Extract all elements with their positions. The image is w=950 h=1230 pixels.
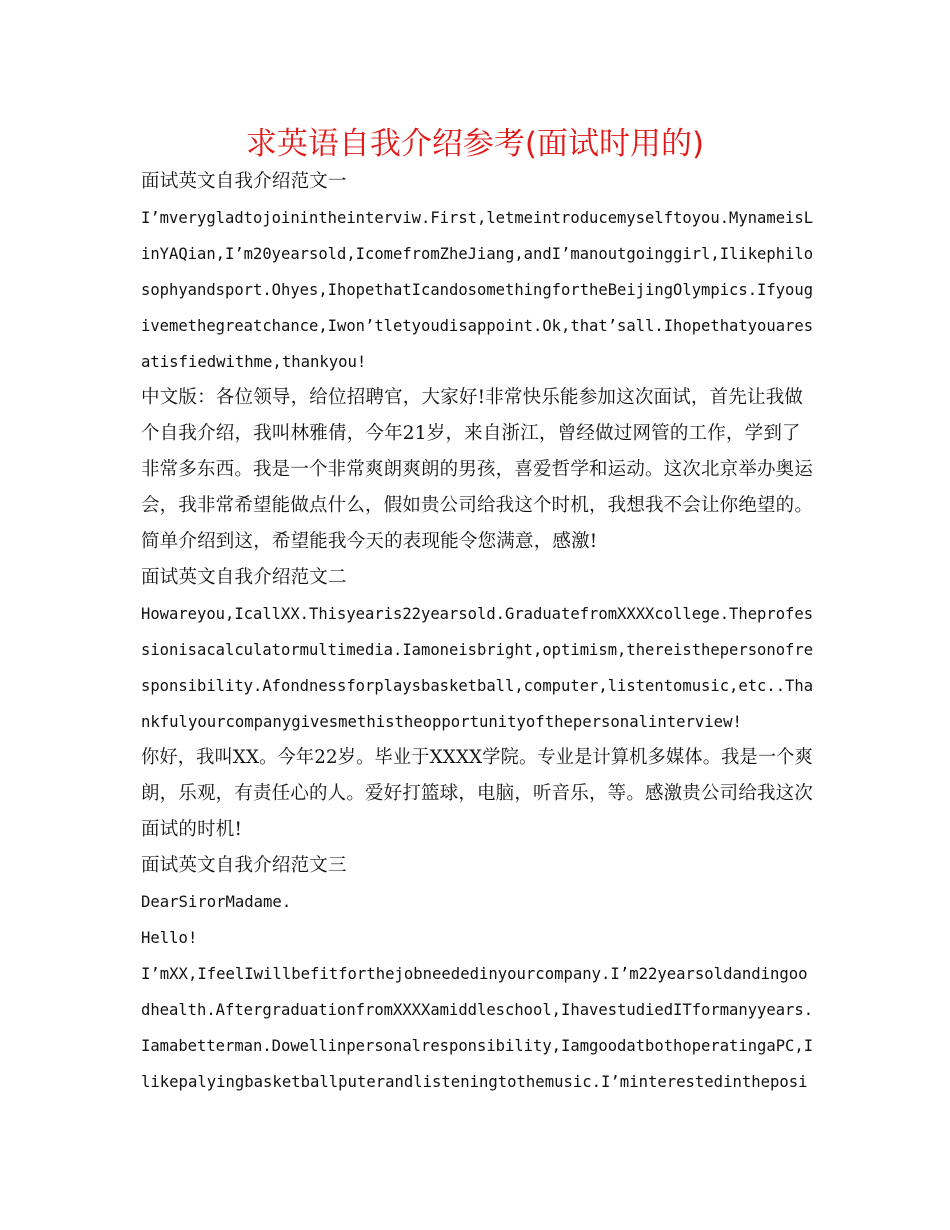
english-text-line: Hello! [141, 929, 198, 947]
chinese-text-line: 面试英文自我介绍范文三 [141, 855, 347, 876]
chinese-text-line: 面试的时机! [141, 819, 243, 840]
english-text-line: ivemethegreatchance,Iwon’tletyoudisappoint.Ok,that’sall.Ihopethatyouares [141, 317, 813, 335]
english-text-line: nkfulyourcompanygivesmethistheopportunityofthepersonalinterview! [141, 713, 742, 731]
english-text-line: inYAQian,I’m20yearsold,IcomefromZheJiang,andI’manoutgoinggirl,Ilikephilo [141, 245, 813, 263]
chinese-text-line: 非常多东西。我是一个非常爽朗爽朗的男孩，喜爱哲学和运动。这次北京举办奥运 [141, 459, 813, 480]
english-text-line: sponsibility.Afondnessforplaysbasketball,computer,listentomusic,etc..Tha [141, 677, 813, 695]
chinese-text-line: 你好，我叫XX。今年22岁。毕业于XXXX学院。专业是计算机多媒体。我是一个爽 [141, 747, 813, 768]
document-title: 求英语自我介绍参考(面试时用的) [245, 126, 705, 162]
english-text-line: Howareyou,IcallXX.Thisyearis22yearsold.GraduatefromXXXXcollege.Theprofes [141, 605, 813, 623]
english-text-line: dhealth.AftergraduationfromXXXXamiddleschool,IhavestudiedITformanyyears. [141, 1001, 813, 1019]
english-text-line: sionisacalculatormultimedia.Iamoneisbright,optimism,thereisthepersonofre [141, 641, 813, 659]
english-text-line: Iamabetterman.Dowellinpersonalresponsibility,IamgoodatbothoperatingaPC,I [141, 1037, 813, 1055]
english-text-line: sophyandsport.Ohyes,IhopethatIcandosomethingfortheBeijingOlympics.Ifyoug [141, 281, 813, 299]
english-text-line: I’mXX,IfeelIwillbefitforthejobneededinyourcompany.I’m22yearsoldandingoo [141, 965, 808, 983]
document-body [141, 164, 813, 1100]
chinese-text-line: 会，我非常希望能做点什么，假如贵公司给我这个时机，我想我不会让你绝望的。 [141, 495, 813, 516]
chinese-text-line: 朗，乐观，有责任心的人。爱好打篮球，电脑，听音乐，等。感激贵公司给我这次 [141, 783, 813, 804]
english-text-line: atisfiedwithme,thankyou! [141, 353, 367, 371]
chinese-text-line: 个自我介绍，我叫林雅倩，今年21岁，来自浙江，曾经做过网管的工作，学到了 [141, 423, 801, 444]
chinese-text-line: 面试英文自我介绍范文二 [141, 567, 347, 588]
english-text-line: DearSirorMadame. [141, 893, 292, 911]
chinese-text-line: 简单介绍到这，希望能我今天的表现能令您满意，感激! [141, 531, 598, 552]
english-text-line: likepalyingbasketballputerandlisteningtothemusic.I’minterestedintheposi [141, 1073, 808, 1091]
chinese-text-line: 面试英文自我介绍范文一 [141, 171, 347, 192]
chinese-text-line: 中文版：各位领导，给位招聘官，大家好!非常快乐能参加这次面试，首先让我做 [141, 387, 804, 408]
english-text-line: I’mverygladtojoinintheinterviw.First,letmeintroducemyselftoyou.MynameisL [141, 209, 813, 227]
